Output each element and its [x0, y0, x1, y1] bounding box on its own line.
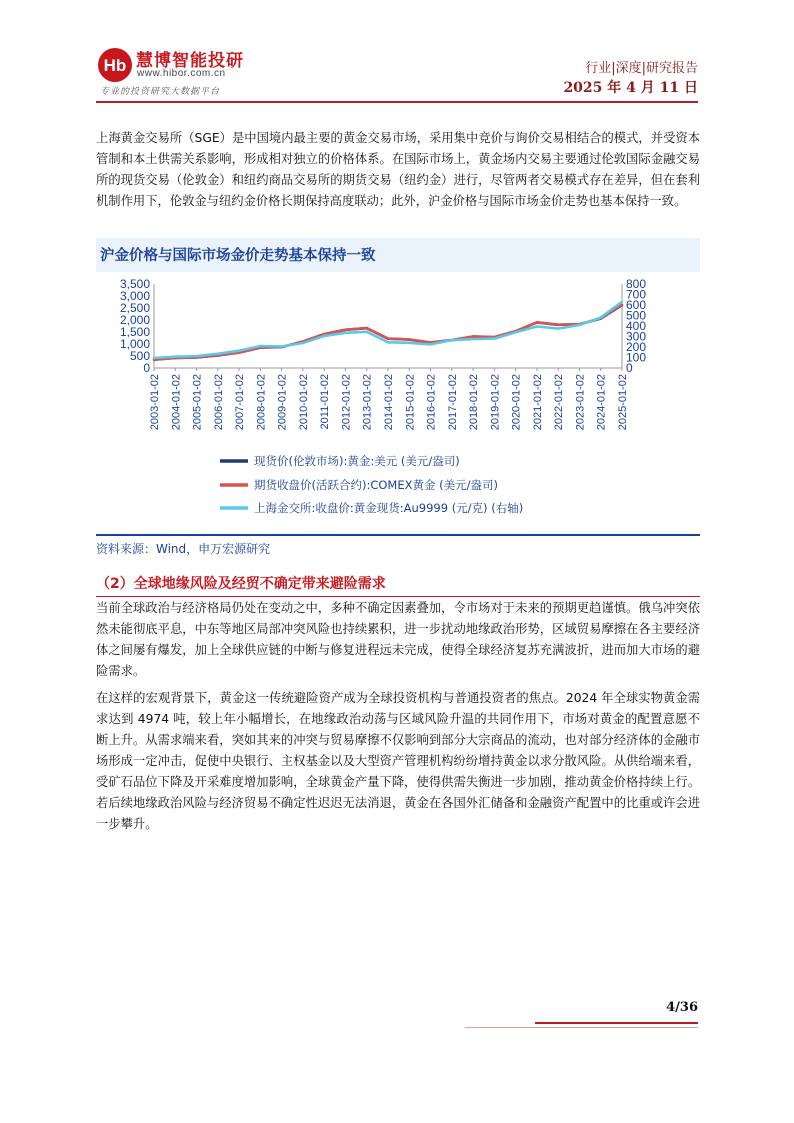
series-2-point	[387, 337, 389, 339]
right-tick-label: 200	[626, 340, 647, 354]
gold-price-chart	[96, 272, 700, 534]
series-3-point	[536, 325, 538, 327]
x-tick-label: 2005-01-02	[191, 374, 204, 431]
series-2-point	[557, 323, 559, 325]
series-3-point	[153, 357, 155, 359]
header-divider	[96, 101, 698, 103]
x-tick-label: 2004-01-02	[170, 374, 183, 431]
svg-text:Hb: Hb	[103, 56, 127, 75]
x-tick-label: 2003-01-02	[149, 374, 161, 431]
series-3-point	[621, 301, 623, 303]
series-line-3	[154, 302, 622, 358]
x-tick-label: 2016-01-02	[425, 374, 438, 431]
left-tick-label: 3,000	[119, 289, 150, 303]
x-tick-label: 2009-01-02	[276, 374, 289, 431]
right-tick-label: 600	[626, 298, 647, 312]
logo-url: www.hibor.com.cn	[137, 68, 226, 79]
x-tick-label: 2007-01-02	[234, 374, 247, 431]
series-2-point	[536, 321, 538, 323]
left-tick-label: 0	[143, 361, 150, 375]
left-tick-label: 500	[129, 349, 150, 363]
x-tick-label: 2015-01-02	[404, 374, 417, 431]
series-3-point	[429, 343, 431, 345]
x-tick-label: 2014-01-02	[383, 374, 395, 431]
series-3-point	[195, 355, 197, 357]
x-tick-label: 2021-01-02	[531, 374, 544, 431]
x-tick-label: 2025-01-02	[617, 374, 629, 431]
series-3-point	[302, 342, 304, 344]
series-line-2	[154, 305, 622, 360]
series-3-point	[323, 335, 325, 337]
series-3-point	[344, 332, 346, 334]
x-tick-label: 2011-01-02	[319, 374, 332, 430]
series-3-point	[472, 338, 474, 340]
series-3-point	[557, 327, 559, 329]
page-header	[0, 0, 794, 110]
series-3-point	[514, 331, 516, 333]
x-tick-label: 2017-01-02	[446, 374, 459, 431]
series-3-point	[408, 342, 410, 344]
series-2-point	[408, 338, 410, 340]
legend-label-1: 现货价(伦敦市场):黄金:美元 (美元/盎司)	[254, 454, 460, 468]
section-heading: （2）全球地缘风险及经贸不确定带来避险需求	[96, 576, 386, 592]
series-line-1	[154, 305, 622, 360]
x-tick-label: 2023-01-02	[574, 374, 587, 431]
x-tick-label: 2024-01-02	[595, 374, 608, 431]
series-3-point	[578, 324, 580, 326]
series-3-point	[217, 353, 219, 355]
series-3-point	[366, 331, 368, 333]
x-tick-label: 2019-01-02	[489, 374, 502, 431]
series-2-point	[472, 335, 474, 337]
x-tick-label: 2006-01-02	[212, 374, 225, 431]
right-tick-label: 800	[626, 277, 647, 291]
left-tick-label: 2,500	[119, 301, 150, 315]
paragraph-geopolitics: 当前全球政治与经济格局仍处在变动之中，多种不确定因素叠加，令市场对于未来的预期更趋谨慎。俄乌冲突依然未能彻底平息，中东等地区局部冲突风险也持续累积，进一步扰动地缘政治形势，区域贸易摩擦在各主要经济体之间屡有爆发，加上全球供应链的中断与修复进程远未完成，使得全球经济复苏充满波折，进而加大市场的避险需求。	[96, 601, 700, 678]
legend-label-2: 期货收盘价(活跃合约):COMEX黄金 (美元/盎司)	[254, 478, 498, 492]
right-tick-label: 700	[626, 287, 647, 302]
series-3-point	[238, 349, 240, 351]
x-tick-label: 2012-01-02	[340, 374, 353, 431]
left-tick-label: 3,500	[119, 277, 150, 291]
right-tick-label: 500	[626, 308, 647, 323]
series-3-point	[493, 337, 495, 339]
series-3-point	[451, 339, 453, 341]
left-tick-label: 2,000	[119, 313, 150, 327]
series-3-point	[387, 341, 389, 343]
intro-paragraph: 上海黄金交易所（SGE）是中国境内最主要的黄金交易市场，采用集中竞价与询价交易相结合的模式，并受资本管制和本土供需关系影响，形成相对独立的价格体系。在国际市场上，黄金场内交易主要通过伦敦国际金融交易所的现货交易（伦敦金）和纽约商品交易所的期货交易（纽约金）进行，尽管两者交易模式存在差异，但在套利机制作用下，伦敦金与纽约金价格长期保持高度联动；此外，沪金价格与国际市场金价走势也基本保持一致。	[96, 131, 700, 208]
footer-divider-thin	[465, 1027, 698, 1028]
chart-title: 沪金价格与国际市场金价走势基本保持一致	[100, 248, 376, 264]
page-number: 4/36	[666, 1000, 698, 1015]
logo-slogan: 专业的投资研究大数据平台	[100, 87, 221, 97]
chart-title-bar	[96, 238, 700, 272]
x-tick-label: 2020-01-02	[510, 374, 523, 431]
series-3-point	[600, 316, 602, 318]
right-tick-label: 300	[626, 329, 647, 344]
series-2-point	[366, 327, 368, 329]
paragraph-macro: 在这样的宏观背景下，黄金这一传统避险资产成为全球投资机构与普通投资者的焦点。2024 年全球实物黄金需求达到 4974 吨，较上年小幅增长，在地缘政治动荡与区域风险升温的共同作用下，市场对黄金的配置意愿不断上升。从需求端来看，突如其来的冲突与贸易摩擦不仅影响到部分大宗商品的流动，也对部分经济体的金融市场形成一定冲击，促使中央银行、主权基金以及大型资产管理机构纷纷增持黄金以求分散风险。从供给端来看，受矿石品位下降及开采难度增加影响，全球黄金产量下降，使得供需失衡进一步加剧，推动黄金价格持续上行。若后续地缘政治风险与经济贸易不确定性迟迟无法消退，黄金在各国外汇储备和金融资产配置中的比重或许会进一步攀升。	[96, 691, 700, 831]
series-2-point	[344, 329, 346, 331]
report-type: 行业|深度|研究报告	[585, 61, 698, 76]
series-3-point	[259, 345, 261, 347]
x-tick-label: 2018-01-02	[468, 374, 481, 431]
section-divider	[96, 596, 700, 597]
chart-divider	[96, 534, 700, 536]
hibor-logo-icon	[97, 47, 133, 83]
series-3-point	[174, 355, 176, 357]
x-tick-label: 2010-01-02	[297, 374, 310, 431]
report-date: 2025 年 4 月 11 日	[563, 80, 698, 96]
right-tick-label: 400	[626, 319, 647, 333]
series-3-point	[280, 345, 282, 347]
x-tick-label: 2013-01-02	[361, 374, 374, 431]
legend-label-3: 上海金交所:收盘价:黄金现货:Au9999 (元/克) (右轴)	[254, 501, 524, 515]
logo-name: 慧博智能投研	[136, 51, 244, 71]
footer-divider	[535, 1022, 698, 1024]
x-tick-label: 2008-01-02	[255, 374, 268, 431]
x-tick-label: 2022-01-02	[553, 374, 566, 431]
right-tick-label: 100	[626, 350, 647, 365]
left-tick-label: 1,500	[119, 325, 150, 339]
right-tick-label: 0	[626, 361, 633, 375]
chart-source: 资料来源：Wind，申万宏源研究	[96, 542, 271, 556]
left-tick-label: 1,000	[119, 337, 150, 351]
